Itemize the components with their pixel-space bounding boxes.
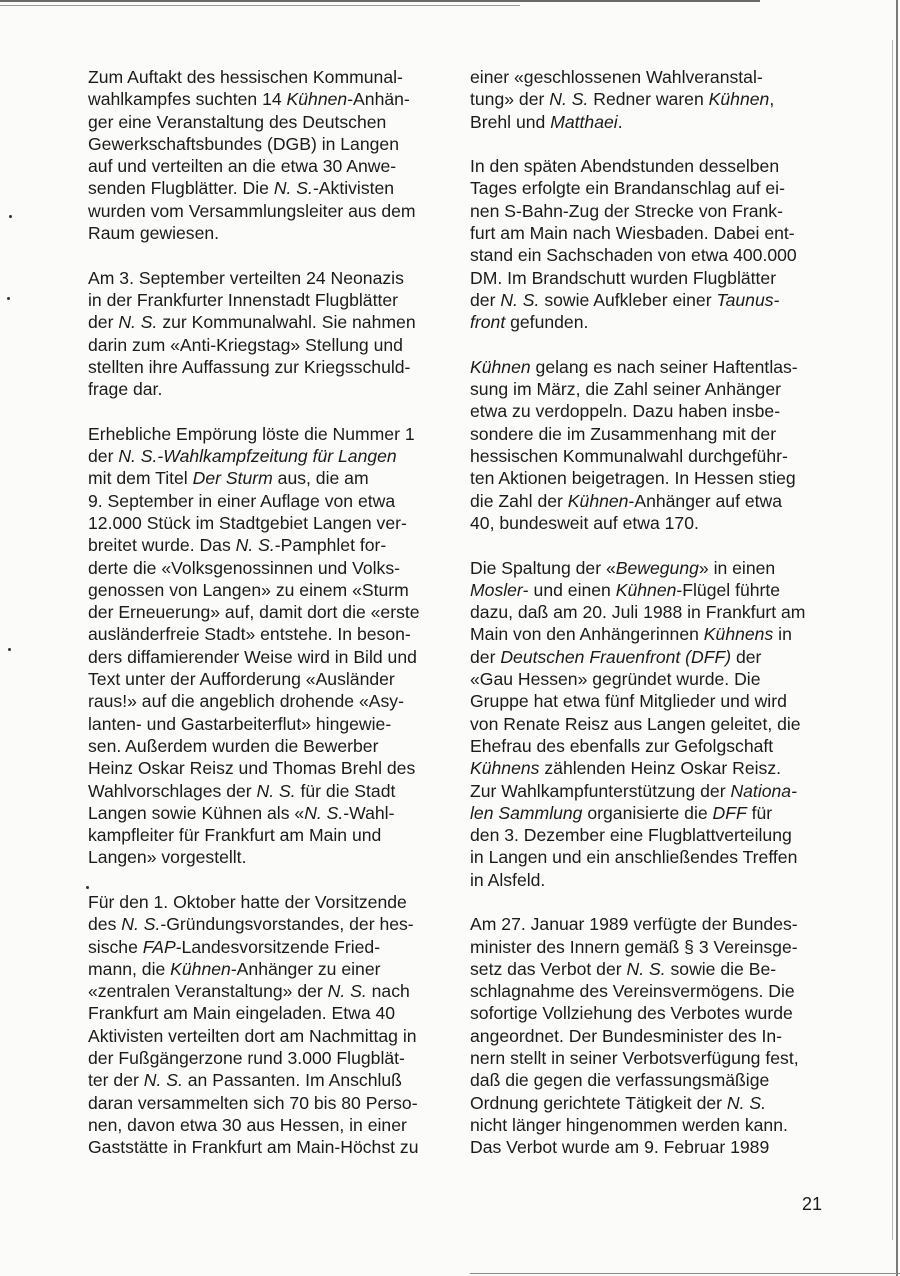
italic-text: Kühnen [286,89,348,110]
text-run: . [617,111,623,132]
scan-speck [9,215,12,218]
italic-text: N. S. [626,958,666,979]
italic-text: N. S. [256,780,296,801]
italic-text: Kühnens [703,624,774,645]
page-number: 21 [801,1194,822,1214]
text-run: einer «geschlossenen Wahlveranstal- tung» der [470,67,763,110]
left-column [88,66,446,1181]
text-run: Am 3. September verteilten 24 Neonazis in der Frankfurter Innenstadt Flugblätter der [88,267,404,333]
text-run: - und einen [522,579,616,600]
text-run: -Anhänger auf etwa 40, bundesweit auf etwa 170. [470,490,783,533]
top-rule-secondary [0,5,520,6]
italic-text: Kühnen [567,490,629,511]
text-run: Erhebliche Empörung löste die Nummer 1 der [88,423,415,467]
paragraph [88,267,446,401]
paragraph [470,356,828,534]
text-run: , Brehl und [470,89,775,132]
paragraph [88,891,446,1159]
italic-text: Nationa- len Sammlung [470,780,797,823]
italic-text: N. S. [118,312,158,333]
text-run: gefunden. [505,312,589,333]
italic-text: Matthaei [550,111,618,132]
text-run: organisierte die [582,802,713,823]
italic-text: DFF [712,802,747,823]
text-run: -Anhänger zu einer «zentralen Veranstaltung» der [88,958,381,1002]
text-run: zur Kommunalwahl. Sie nahmen darin zum «Anti-Kriegstag» Stellung und stellten ihre Auffassung zur Kriegsschuld- frage dar. [88,312,416,400]
text-run: -Landesvorsitzende Fried- mann, die [88,936,381,979]
italic-text: Kühnen [470,356,531,377]
text-run: -Flügel führte dazu, daß am 20. Juli 1988 in Frankfurt am Main von den Anhängerinnen [470,579,806,645]
text-run: In den späten Abendstunden desselben Tages erfolgte ein Brandanschlag auf ei- nen S-Bahn-Zug der Strecke von Frank- furt am Main nach Wiesbaden. Dabei ent- stand ein Sachschaden von etwa 400.000 DM. Im Brandschutt wurden Flugblätter der [470,156,797,310]
italic-text: N. S. [500,289,540,310]
italic-text: Kühnen [615,579,677,600]
text-run: -Wahl- kampfleiter für Frankfurt am Main und Langen» vorgestellt. [88,802,395,868]
italic-text: N. S. [273,178,313,199]
scan-speck [8,648,11,651]
text-run: zählenden Heinz Oskar Reisz. Zur Wahlkampfunterstützung der [470,758,782,801]
italic-text: N. S.-Wahlkampfzeitung für Langen [118,446,397,467]
italic-text: Kühnen [708,89,770,110]
scan-speck [7,297,10,300]
text-run: mit dem Titel [88,468,188,489]
italic-text: Der Sturm [192,468,273,489]
paragraph [88,66,446,244]
text-run: -Gründungsvorstandes, der hes- sische [88,914,414,957]
text-run: -Aktivisten wurden vom Versammlungsleiter aus dem Raum gewiesen. [88,178,416,244]
paragraph [470,155,828,333]
text-run: » in einen [698,557,776,578]
italic-text: N. S. [121,914,161,935]
text-run: gelang es nach seiner Haftentlas- sung im März, die Zahl seiner Anhänger etwa zu verdoppeln. Dazu haben insbe- sondere die im Zusammenhang mit der hessischen Kommunalwahl durchgeführ- ten Aktionen beigetragen. In Hessen stieg die Zahl der [470,356,798,511]
page-edge-bottom [470,1273,900,1274]
text-run: aus, die am 9. September in einer Auflage von etwa 12.000 Stück im Stadtgebiet Langen ver- breitet wurde. Das [88,468,407,556]
italic-text: N. S. [327,981,367,1002]
text-run: Für den 1. Oktober hatte der Vorsitzende des [88,891,407,935]
italic-text: N. S. [726,1092,766,1113]
text-run: der «Gau Hessen» gegründet wurde. Die Gruppe hat etwa fünf Mitglieder und wird von Renate Reisz aus Langen geleitet, die Ehefrau des ebenfalls zur Gefolgschaft [470,646,801,756]
text-run: -Pamphlet for- derte die «Volksgenossinnen und Volks- genossen von Langen» zu einem «Sturm der Erneuerung» auf, damit dort die «erste ausländerfreie Stadt» entstehe. In beson- ders diffamierender Weise wird in Bild und Text unter der Aufforderung «Ausländer raus!» auf die angeblich drohende «Asy- lanten- und Gastarbeiterflut» hingewie- sen. Außerdem wurden die Bewerber Heinz Oskar Reisz und Thomas Brehl des Wahlvorschlages der [88,535,420,801]
paragraph [470,66,828,133]
text-run: Am 27. Januar 1989 verfügte der Bundes- minister des Innern gemäß § 3 Vereinsge- setz das Verbot der [470,914,798,979]
italic-text: Mosler [470,579,523,600]
text-run: in der [470,624,792,667]
right-column [470,66,828,1181]
italic-text: Bewegung [615,557,699,578]
text-run: Redner waren [588,89,709,110]
text-run: -Anhän- ger eine Veranstaltung des Deutschen Gewerkschaftsbundes (DGB) in Langen auf und verteilten an die etwa 30 Anwe- senden Flugblätter. Die [88,89,410,199]
italic-text: FAP [142,936,176,957]
text-run: Zum Auftakt des hessischen Kommunal- wahlkampfes suchten 14 [88,67,403,110]
top-rule [0,0,760,2]
text-run: für die Stadt Langen sowie Kühnen als « [88,780,396,823]
italic-text: Deutschen Frauenfront (DFF) [500,646,732,667]
italic-text: Taunus- front [470,289,780,333]
italic-text: N. S. [549,89,589,110]
italic-text: N. S. [143,1070,183,1091]
text-run: an Passanten. Im Anschluß daran versammelten sich 70 bis 80 Perso- nen, davon etwa 30 aus Hessen, in einer Gaststätte in Frankfurt am Main-Höchst zu [88,1070,419,1158]
text-run: nach Frankfurt am Main eingeladen. Etwa 40 Aktivisten verteilten dort am Nachmittag in der Fußgängerzone rund 3.000 Flugblät- ter der [88,981,417,1091]
italic-text: Kühnen [170,958,231,979]
paragraph [470,557,828,891]
paragraph [470,913,828,1158]
italic-text: N. S. [235,535,275,556]
text-run: nicht länger hingenommen werden kann. Das Verbot wurde am 9. Februar 1989 [470,1114,788,1158]
page-edge-right [896,0,898,1276]
text-run: für den 3. Dezember eine Flugblattverteilung in Langen und ein anschließendes Treffen in Alsfeld. [470,802,798,890]
text-run: Die Spaltung der « [470,557,616,578]
italic-text: N. S. [304,802,344,823]
text-run: sowie Aufkleber einer [539,289,717,310]
italic-text: Kühnens [470,758,540,779]
page-edge-right-inner [892,40,893,1240]
paragraph [88,423,446,869]
text-run: sowie die Be- schlagnahme des Vereinsvermögens. Die sofortige Vollziehung des Verbotes wurde angeordnet. Der Bundesminister des In- nern stellt in seiner Verbotsverfügung fest, daß die gegen die verfassungsmäßige Ordnung gerichtete Tätigkeit der [470,958,799,1113]
